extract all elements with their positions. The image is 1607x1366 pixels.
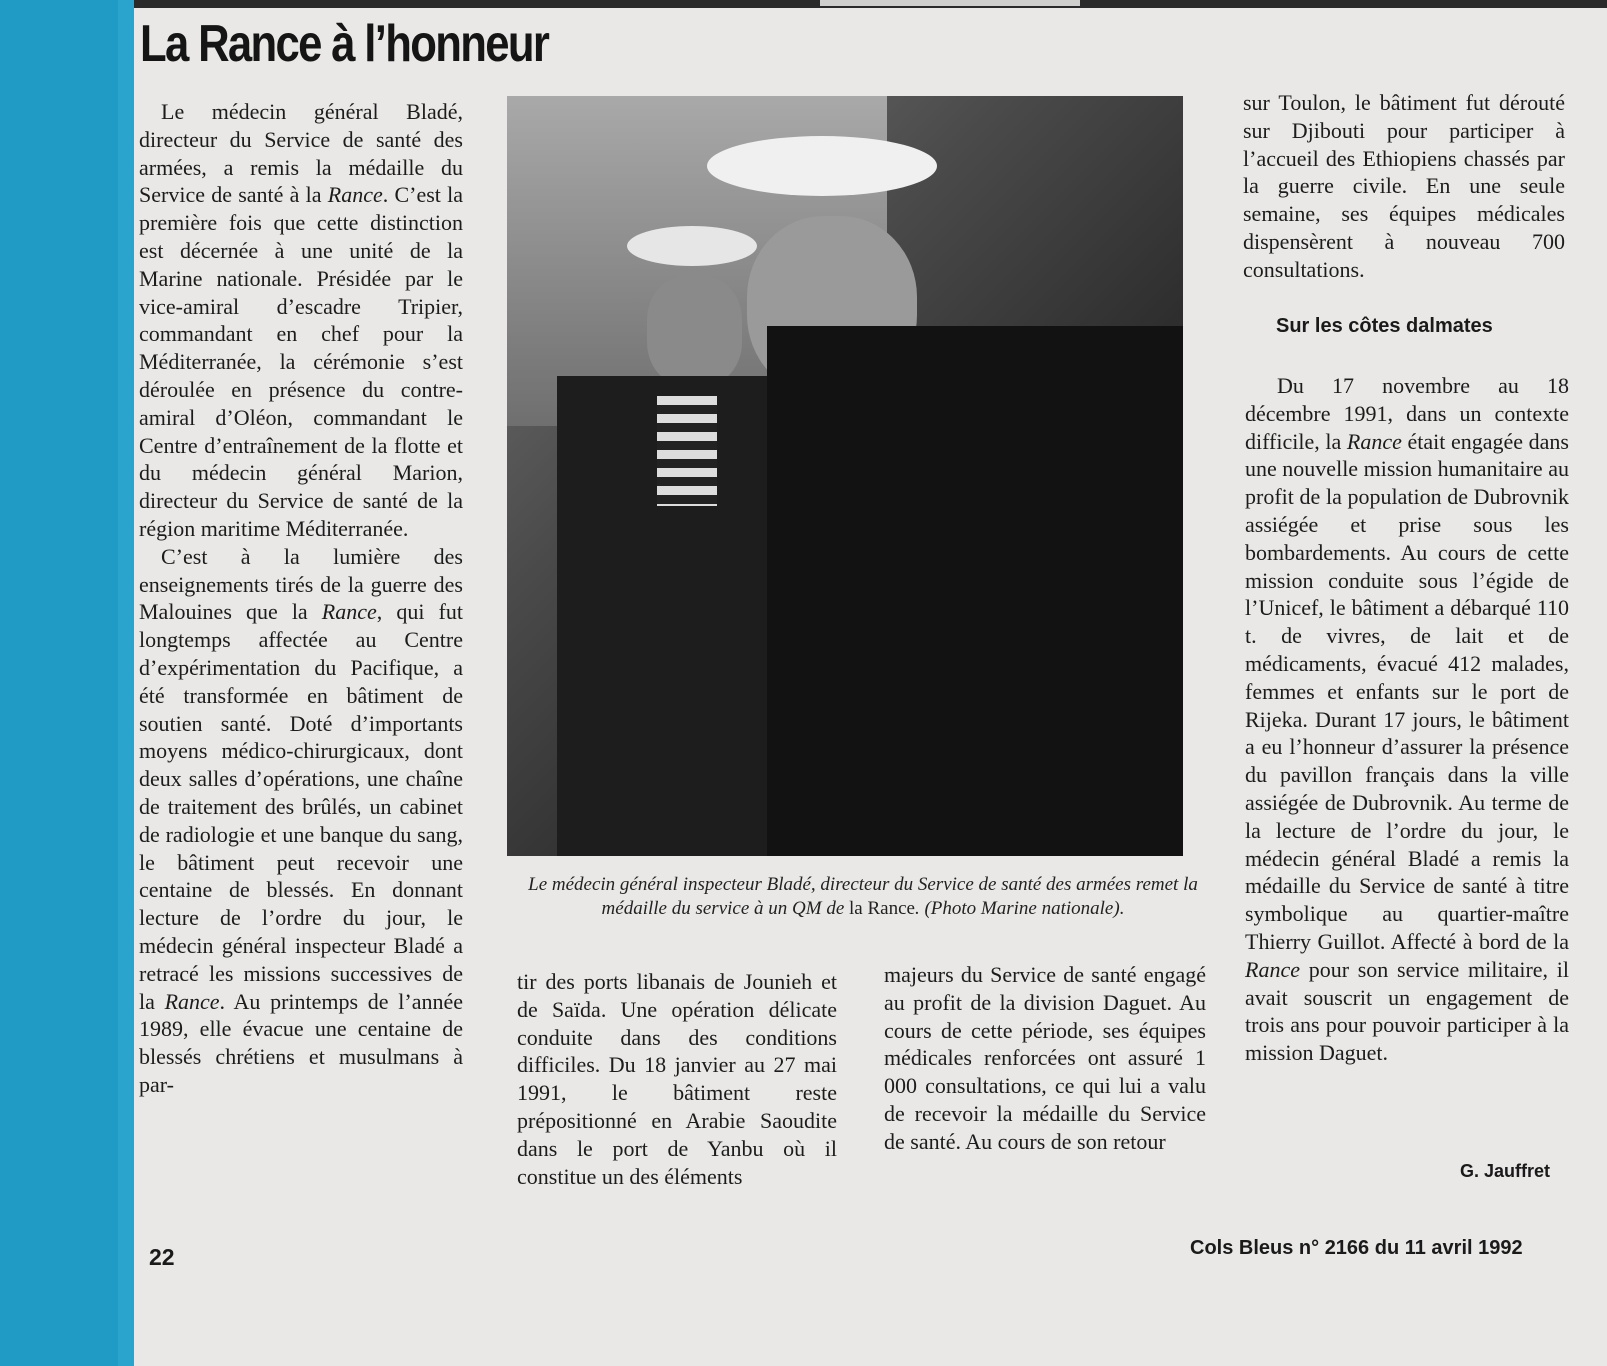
article-title: La Rance à l’honneur <box>140 15 549 73</box>
photo-sailor-collar <box>657 396 717 506</box>
blue-margin-strip <box>0 0 133 1366</box>
ceremony-photo <box>507 96 1183 856</box>
column-3 <box>884 961 1206 1156</box>
photo-caption <box>513 873 1213 921</box>
photo-admiral-cap <box>707 136 937 196</box>
byline: G. Jauffret <box>1460 1161 1551 1181</box>
text-run: . C’est la première fois que cette distinction est décernée à une unité de la Marine nationale. Présidée par le vice-amiral d’escadre Tripier, commandant en chef pour la Méditerranée, la cérémonie s’est déroulée en présence du contre-amiral d’Oléon, commandant le Centre d’entraînement de la flotte et du médecin général Marion, directeur du Service de santé de la région maritime Méditerranée. <box>139 182 463 541</box>
text-run: Le médecin général Bladé, directeur du Service de santé des armées, a remis la médaille du Service de santé à la <box>139 99 463 208</box>
ship-name: Rance <box>1245 956 1300 982</box>
column-4-bottom <box>1245 372 1569 1067</box>
photo-admiral-body <box>767 326 1183 856</box>
blue-margin-edge <box>118 0 134 1366</box>
paragraph-col4-top: sur Toulon, le bâtiment fut dérouté sur Djibouti pour participer à l’accueil des Ethiopiens chassés par la guerre civile. En une seule semaine, ses équipes médicales dispensèrent à nouveau 700 consultations. <box>1243 90 1565 282</box>
paragraph-col3: majeurs du Service de santé engagé au profit de la division Daguet. Au cours de cette période, ses équipes médicales renforcées ont assuré 1 000 consultations, ce qui lui a valu de recevoir la médaille du Service de santé. Au cours de son retour <box>884 962 1206 1154</box>
page-top-edge-gap <box>820 0 1080 6</box>
ship-name: Rance <box>327 182 383 208</box>
page-number: 22 <box>149 1244 175 1270</box>
caption-credit: . (Photo Marine nationale). <box>914 898 1125 919</box>
column-4-top <box>1243 89 1565 284</box>
page-top-edge <box>0 0 1607 8</box>
photo-sailor-face <box>647 276 742 386</box>
text-run: C’est à la lumière des enseignements tirés de la guerre des Malouines que la <box>139 543 463 625</box>
column-1 <box>139 98 463 1099</box>
caption-ship-name: la Rance <box>849 898 915 919</box>
subheading: Sur les côtes dalmates <box>1276 315 1493 337</box>
paragraph-2 <box>139 543 463 1099</box>
text-run: était engagée dans une nouvelle mission humanitaire au profit de la population de Dubrovnik assiégée et prise sous les bombardements. Au cours de cette mission conduite sous l’égide de l’Unicef, le bâtiment a débarqué 110 t. de vivres, de lait et de médicaments, évacué 412 malades, femmes et enfants sur le port de Rijeka. Durant 17 jours, le bâtiment a eu l’honneur d’assurer la présence du pavillon français dans la ville assiégée de Dubrovnik. Au terme de la lecture de l’ordre du jour, le médecin général Bladé a remis la médaille du Service de santé à titre symbolique au quartier-maître Thierry Guillot. Affecté à bord de la <box>1245 428 1569 954</box>
ship-name: Rance <box>164 988 220 1014</box>
caption-text: Le médecin général inspecteur Bladé, directeur du Service de santé des armées remet la médaille du service à un QM de <box>528 874 1198 919</box>
paragraph-col2: tir des ports libanais de Jounieh et de Saïda. Une opération délicate conduite dans des conditions difficiles. Du 18 janvier au 27 mai 1991, le bâtiment reste prépositionné en Arabie Saoudite dans le port de Yanbu où il constitue un des éléments <box>517 969 837 1189</box>
column-2 <box>517 968 837 1190</box>
text-run: . Au printemps de l’année 1989, elle évacue une centaine de blessés chrétiens et musulmans à par- <box>139 988 463 1097</box>
text-run: pour son service militaire, il avait souscrit un engagement de trois ans pour pouvoir participer à la mission Daguet. <box>1245 956 1569 1066</box>
text-run: Du 17 novembre au 18 décembre 1991, dans un contexte difficile, la <box>1245 373 1569 454</box>
paragraph-1 <box>139 98 463 543</box>
photo-sailor-cap <box>627 226 757 266</box>
paragraph-col4 <box>1245 372 1569 1067</box>
ship-name: Rance <box>321 599 377 625</box>
ship-name: Rance <box>1346 428 1402 454</box>
text-run: , qui fut longtemps affectée au Centre d’expérimentation du Pacifique, a été transformée en bâtiment de soutien santé. Doté d’importants moyens médico-chirurgicaux, dont deux salles d’opérations, une chaîne de traitement des brûlés, un cabinet de radiologie et une banque du sang, le bâtiment peut recevoir une centaine de blessés. En donnant lecture de l’ordre du jour, le médecin général inspecteur Bladé a retracé les missions successives de la <box>139 599 463 1014</box>
issue-folio: Cols Bleus n° 2166 du 11 avril 1992 <box>1190 1237 1523 1259</box>
